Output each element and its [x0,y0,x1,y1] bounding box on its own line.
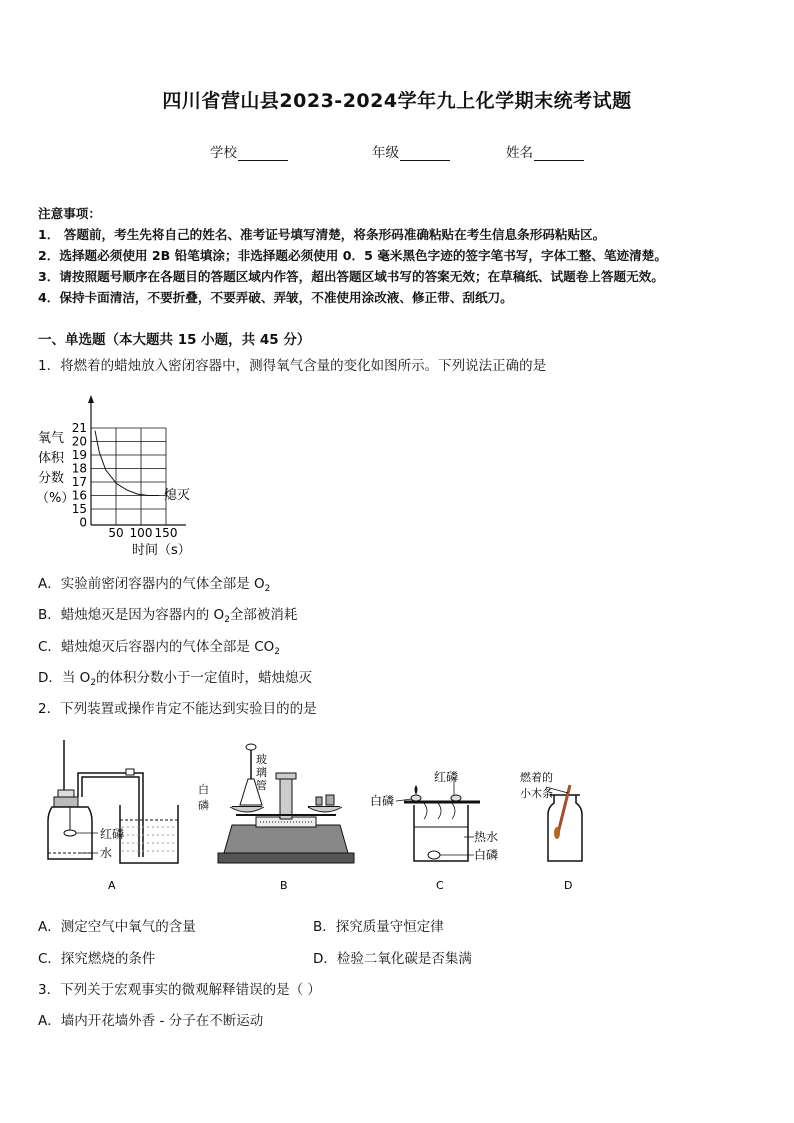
chart-grid [91,428,166,525]
note-item: 3．请按照题号顺序在各题目的答题区域内作答，超出答题区域书写的答案无效；在草稿纸、试题卷上答题无效。 [38,269,664,284]
grade-blank[interactable] [400,146,450,161]
fig-b-label: B [280,879,288,892]
figure-a-oxygen-apparatus [40,735,190,895]
note-item: 1． 答题前，考生先将自己的姓名、准考证号填写清楚，将条形码准确粘贴在考生信息条形码粘贴区。 [38,227,606,242]
q1-option-a[interactable]: A．实验前密闭容器内的气体全部是 $O_2$ [38,576,271,594]
q2-option-a[interactable]: A．测定空气中氧气的含量 [38,919,196,935]
figure-b-balance [212,735,362,895]
x-tick-label: 150 [154,526,178,540]
y-tick-label: 18 [71,461,87,476]
y-axis-label-2: 体积 [38,451,65,466]
y-axis-label-1: 氧气 [38,431,65,446]
name-label: 姓名 [506,145,533,161]
q1-option-c[interactable]: C．蜡烛熄灭后容器内的气体全部是 $CO_2$ [38,639,281,657]
fig-a-text-1: 红磷 [100,827,125,841]
name-field[interactable] [506,141,584,161]
y-tick-label: 0 [79,515,87,530]
section-heading: 一、单选题（本大题共 15 小题，共 45 分） [38,332,311,348]
q1-option-b[interactable]: B．蜡烛熄灭是因为容器内的 $O_2$全部被消耗 [38,607,298,625]
grade-label: 年级 [372,145,399,161]
school-label: 学校 [210,145,237,161]
fig-b-text-1: 玻 [256,753,267,766]
fig-c-text-4: 白磷 [474,848,499,862]
x-axis-label: 时间（s） [132,543,191,558]
y-tick-label: 20 [71,434,87,449]
q1-option-d[interactable]: D．当 $O_2$的体积分数小于一定值时，蜡烛熄灭 [38,670,313,688]
note-item: 4．保持卡面清洁，不要折叠，不要弄破、弄皱，不准使用涂改液、修正带、刮纸刀。 [38,290,513,305]
q2-option-d[interactable]: D．检验二氧化碳是否集满 [313,951,472,967]
fig-b-white-phosphorus: 白 磷 [198,783,209,812]
y-axis-arrow [88,395,94,403]
fig-c-label: C [436,879,444,892]
fig-c-text-3: 热水 [474,830,499,844]
fig-d-label: D [564,879,573,892]
grade-field[interactable] [372,141,450,161]
question-2-stem: 2．下列装置或操作肯定不能达到实验目的的是 [38,701,317,717]
x-tick-label: 50 [108,526,124,540]
question-1-stem: 1．将燃着的蜡烛放入密闭容器中，测得氧气含量的变化如图所示。下列说法正确的是 [38,358,547,374]
y-tick-label: 19 [71,448,87,462]
q3-option-a[interactable]: A．墙内开花墙外香 - 分子在不断运动 [38,1013,264,1029]
fig-b-text-1c: 管 [256,779,267,792]
fig-d-text-2: 小木条 [520,787,553,800]
figure-d-co2-test [516,735,616,895]
series-line [95,431,159,496]
x-tick-label: 100 [129,526,153,540]
fig-c-text-1: 红磷 [434,770,459,784]
q2-option-c[interactable]: C．探究燃烧的条件 [38,951,156,967]
y-axis-label-4: （%） [36,491,75,506]
name-blank[interactable] [534,146,584,161]
school-blank[interactable] [238,146,288,161]
figure-c-combustion [368,735,518,895]
school-field[interactable] [210,141,288,161]
y-tick-label: 21 [71,421,87,435]
fig-b-text-1b: 璃 [256,766,267,779]
page-title: 四川省营山县2023-2024学年九上化学期末统考试题 [162,90,632,112]
note-item: 2．选择题必须使用 2B 铅笔填涂；非选择题必须使用 0．5 毫米黑色字迹的签字笔书写，字体工整、笔迹清楚。 [38,248,667,263]
y-axis-label-3: 分数 [38,471,65,486]
y-tick-label: 16 [71,488,87,503]
notes-heading: 注意事项： [38,206,101,221]
fig-a-label: A [108,879,116,892]
fig-c-text-2: 白磷 [370,794,395,808]
chart-annotation: 熄灭 [164,488,191,503]
oxygen-chart [36,392,211,560]
q2-option-b[interactable]: B．探究质量守恒定律 [313,919,444,935]
fig-a-text-2: 水 [100,846,113,860]
fig-d-text-1: 燃着的 [520,771,553,784]
y-tick-label: 17 [71,475,87,489]
question-3-stem: 3．下列关于宏观事实的微观解释错误的是（ ） [38,982,321,998]
y-tick-label: 15 [71,502,87,516]
